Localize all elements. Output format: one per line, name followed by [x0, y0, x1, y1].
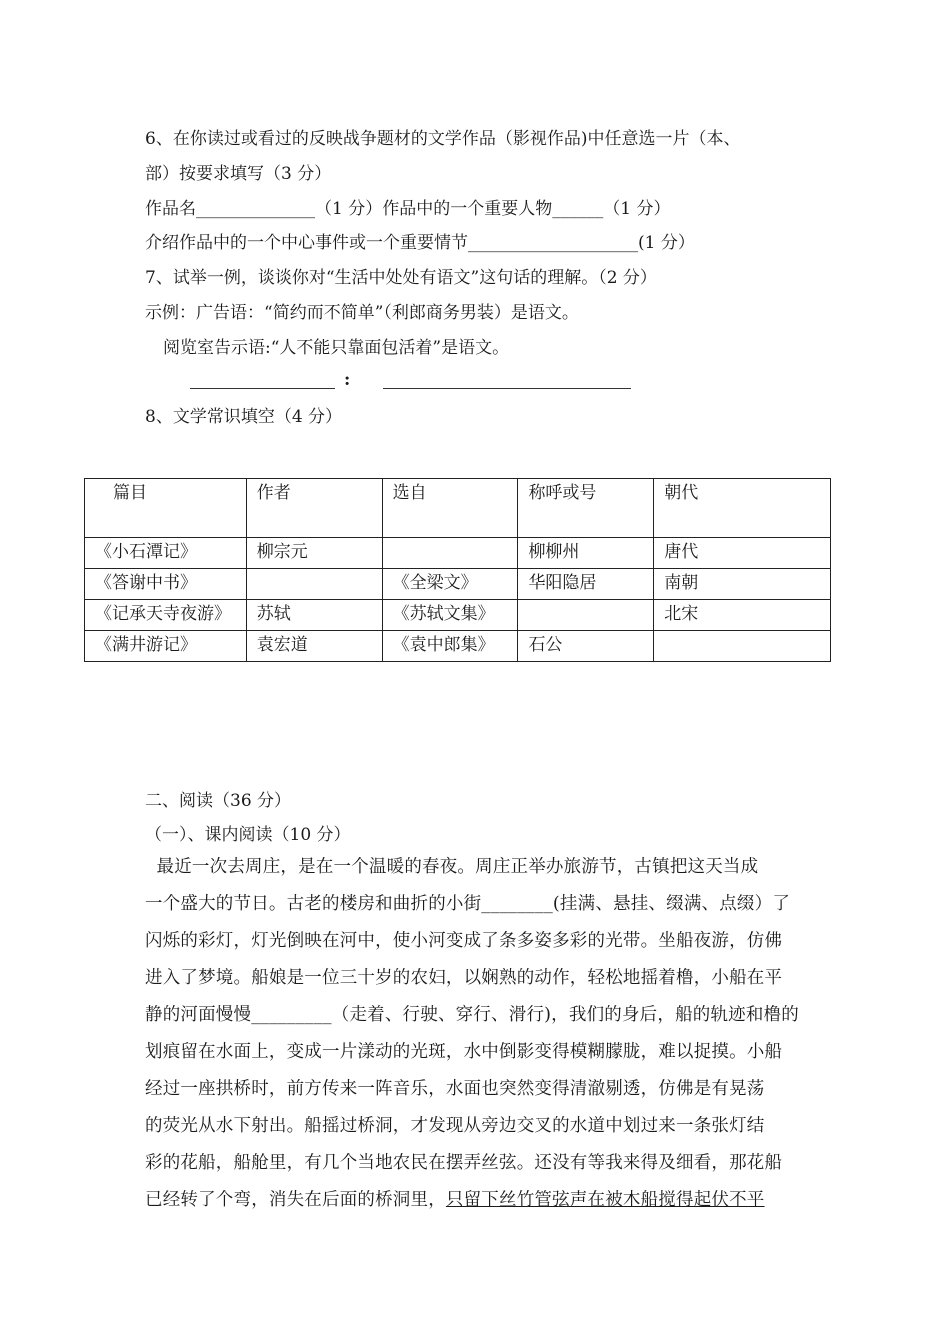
table-cell: 华阳隐居	[518, 569, 654, 600]
passage-line: 经过一座拱桥时，前方传来一阵音乐，水面也突然变得清澈剔透，仿佛是有晃荡	[145, 1079, 765, 1099]
table-cell: 《苏轼文集》	[382, 600, 518, 631]
passage-text: 已经转了个弯，消失在后面的桥洞里，	[145, 1190, 446, 1210]
passage-line: 最近一次去周庄，是在一个温暖的春夜。周庄正举办旅游节，古镇把这天当成	[145, 857, 759, 877]
passage-last-line	[145, 1182, 810, 1219]
table-cell-blank[interactable]	[518, 600, 654, 631]
passage-line: 彩的花船，船舱里，有几个当地农民在摆弄丝弦。还没有等我来得及细看，那花船	[145, 1153, 783, 1173]
table-row	[85, 600, 831, 631]
passage-line: 静的河面慢慢_________（走着、行驶、穿行、滑行)，我们的身后，船的轨迹和橹的	[145, 1005, 799, 1025]
reading-passage	[145, 849, 810, 1219]
passage-line: 闪烁的彩灯，灯光倒映在河中，使小河变成了条多姿多彩的光带。坐船夜游，仿佛	[145, 931, 783, 951]
q7-line-1: 7、试举一例，谈谈你对“生活中处处有语文”这句话的理解。（2 分）	[145, 268, 657, 288]
table-cell: 柳宗元	[246, 538, 382, 569]
underlined-sentence: 只留下丝竹管弦声在被木船搅得起伏不平	[445, 1190, 765, 1210]
q7-answer-blank-right[interactable]	[383, 388, 631, 389]
table-cell-blank[interactable]	[246, 569, 382, 600]
header-cell-alias: 称呼或号	[518, 479, 654, 538]
table-cell: 唐代	[654, 538, 831, 569]
table-cell: 《满井游记》	[85, 631, 247, 662]
table-cell: 苏轼	[246, 600, 382, 631]
table-cell: 北宋	[654, 600, 831, 631]
header-cell-dynasty: 朝代	[654, 479, 831, 538]
header-cell-source: 选自	[382, 479, 518, 538]
table-cell: 南朝	[654, 569, 831, 600]
q6-line-3: 作品名______________（1 分）作品中的一个重要人物______（1 分）	[145, 199, 671, 219]
q6-line-4: 介绍作品中的一个中心事件或一个重要情节____________________(1 分）	[145, 233, 695, 253]
table-header-row	[85, 479, 831, 538]
table-row	[85, 538, 831, 569]
q7-answer-blank-left[interactable]	[190, 388, 335, 389]
table-row	[85, 569, 831, 600]
table-cell: 《全梁文》	[382, 569, 518, 600]
passage-line: 划痕留在水面上，变成一片漾动的光斑，水中倒影变得模糊朦胧，难以捉摸。小船	[145, 1042, 783, 1062]
header-cell-title: 篇目	[85, 479, 247, 538]
table-row	[85, 631, 831, 662]
table-cell: 柳柳州	[518, 538, 654, 569]
q7-answer-colon: :	[344, 370, 351, 390]
table-cell: 《记承天寺夜游》	[85, 600, 247, 631]
table-cell-blank[interactable]	[654, 631, 831, 662]
header-cell-author: 作者	[246, 479, 382, 538]
passage-line: 进入了梦境。船娘是一位三十岁的农妇，以娴熟的动作，轻松地摇着橹，小船在平	[145, 968, 783, 988]
q7-line-3: 阅览室告示语:“人不能只靠面包活着”是语文。	[163, 338, 510, 358]
reading-subsection-title: （一）、课内阅读（10 分）	[145, 825, 351, 845]
q6-line-2: 部）按要求填写（3 分）	[145, 164, 332, 184]
reading-section-title: 二、阅读（36 分）	[145, 791, 292, 811]
table-cell: 《小石潭记》	[85, 538, 247, 569]
q6-line-1: 6、在你读过或看过的反映战争题材的文学作品（影视作品)中任意选一片（本、	[145, 129, 741, 149]
q8-line-1: 8、文学常识填空（4 分）	[145, 407, 343, 427]
q7-line-2: 示例：广告语：“简约而不简单”（利郎商务男装）是语文。	[145, 303, 579, 323]
table-cell: 石公	[518, 631, 654, 662]
table-cell: 《答谢中书》	[85, 569, 247, 600]
passage-line: 的荧光从水下射出。船摇过桥洞，才发现从旁边交叉的水道中划过来一条张灯结	[145, 1116, 765, 1136]
table-cell-blank[interactable]	[382, 538, 518, 569]
table-cell: 袁宏道	[246, 631, 382, 662]
passage-line: 一个盛大的节日。古老的楼房和曲折的小街________(挂满、悬挂、缀满、点缀）了	[145, 894, 791, 914]
literature-table	[84, 478, 831, 662]
table-cell: 《袁中郎集》	[382, 631, 518, 662]
